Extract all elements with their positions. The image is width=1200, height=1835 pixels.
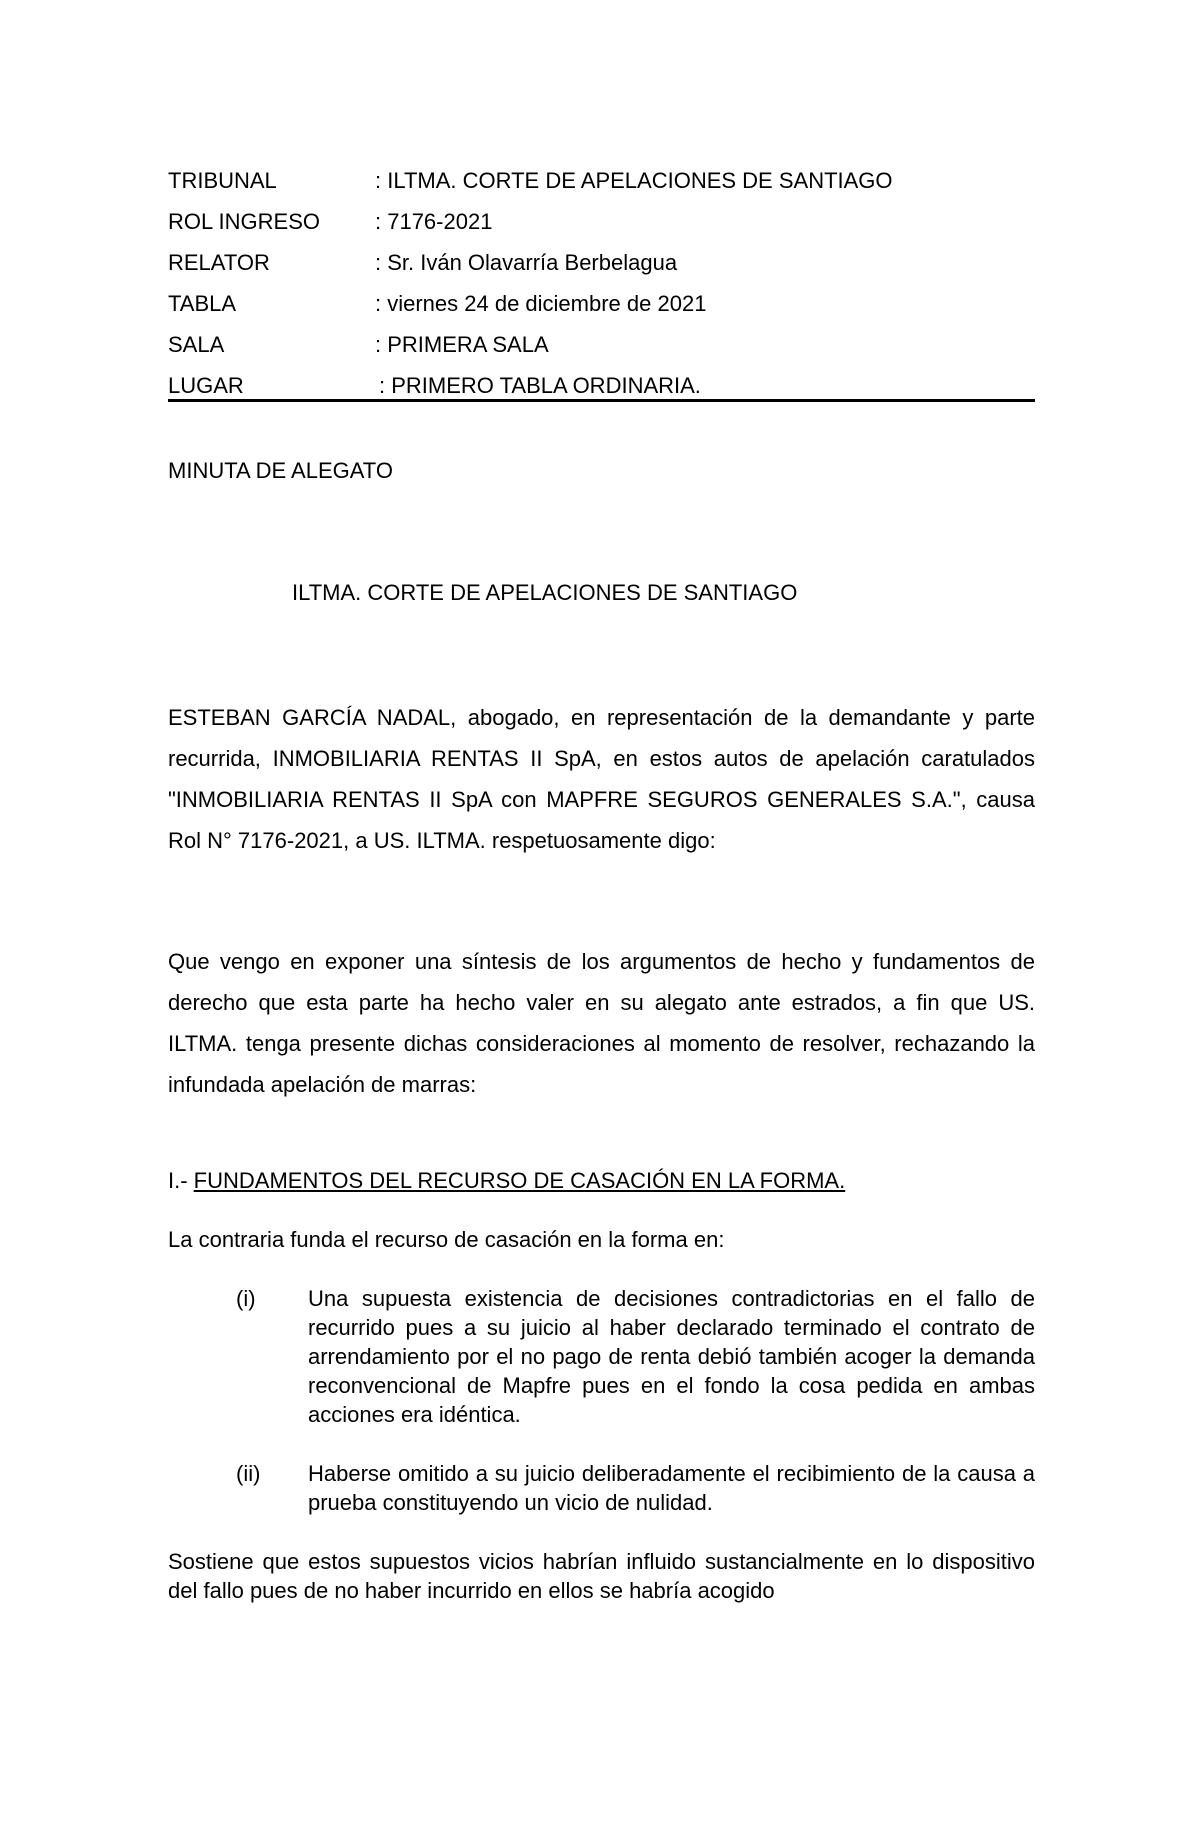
list-item-text: Una supuesta existencia de decisiones contradictorias en el fallo de recurrido pues a su juicio al haber declarado terminado el contrato de arrendamiento por el no pago de renta debió también acoger la demanda reconvencional de Mapfre pues en el fondo la cosa pedida en ambas acciones era idéntica.	[308, 1286, 1035, 1427]
addressee: ILTMA. CORTE DE APELACIONES DE SANTIAGO	[292, 580, 798, 605]
header-label: ROL INGRESO	[168, 209, 320, 234]
header-label: LUGAR	[168, 373, 244, 398]
header-value: : PRIMERA SALA	[375, 332, 549, 357]
header-value: : viernes 24 de diciembre de 2021	[375, 291, 707, 316]
section-prefix: I.-	[168, 1168, 194, 1193]
header-row-lugar	[168, 371, 1035, 412]
header-value: : 7176-2021	[375, 209, 493, 234]
header-divider	[168, 399, 1035, 402]
list-item-number: (ii)	[236, 1461, 261, 1486]
header-label: TABLA	[168, 291, 237, 316]
header-value: : ILTMA. CORTE DE APELACIONES DE SANTIAGO	[375, 168, 893, 193]
header-row-tribunal	[168, 166, 1035, 207]
section-heading	[168, 1166, 845, 1196]
header-row-tabla	[168, 289, 1035, 330]
header-value: : PRIMERO TABLA ORDINARIA.	[379, 373, 701, 398]
purpose-paragraph: Que vengo en exponer una síntesis de los argumentos de hecho y fundamentos de derecho que esta parte ha hecho valer en su alegato ante estrados, a fin que US. ILTMA. tenga presente dichas consideraciones al momento de resolver, rechazando la infundada apelación de marras:	[168, 949, 1035, 1097]
header-value: : Sr. Iván Olavarría Berbelagua	[375, 250, 678, 275]
header-row-sala	[168, 330, 1035, 371]
header-label: RELATOR	[168, 250, 270, 275]
header-label: SALA	[168, 332, 225, 357]
list-item-number: (i)	[236, 1286, 256, 1311]
header-row-relator	[168, 248, 1035, 289]
header-label: TRIBUNAL	[168, 168, 277, 193]
section-lead: La contraria funda el recurso de casación en la forma en:	[168, 1227, 725, 1252]
list-item-text: Haberse omitido a su juicio deliberadamente el recibimiento de la causa a prueba constituyendo un vicio de nulidad.	[308, 1461, 1035, 1515]
header-row-rol-ingreso	[168, 207, 1035, 248]
intro-paragraph: ESTEBAN GARCÍA NADAL, abogado, en representación de la demandante y parte recurrida, INMOBILIARIA RENTAS II SpA, en estos autos de apelación caratulados "INMOBILIARIA RENTAS II SpA con MAPFRE SEGUROS GENERALES S.A.", causa Rol N° 7176-2021, a US. ILTMA. respetuosamente digo:	[168, 705, 1035, 853]
document-type-title: MINUTA DE ALEGATO	[168, 458, 393, 483]
case-header	[168, 166, 1035, 412]
closing-paragraph: Sostiene que estos supuestos vicios habrían influido sustancialmente en lo dispositivo del fallo pues de no haber incurrido en ellos se habría acogido	[168, 1549, 1035, 1603]
section-title: FUNDAMENTOS DEL RECURSO DE CASACIÓN EN LA FORMA.	[193, 1168, 846, 1193]
